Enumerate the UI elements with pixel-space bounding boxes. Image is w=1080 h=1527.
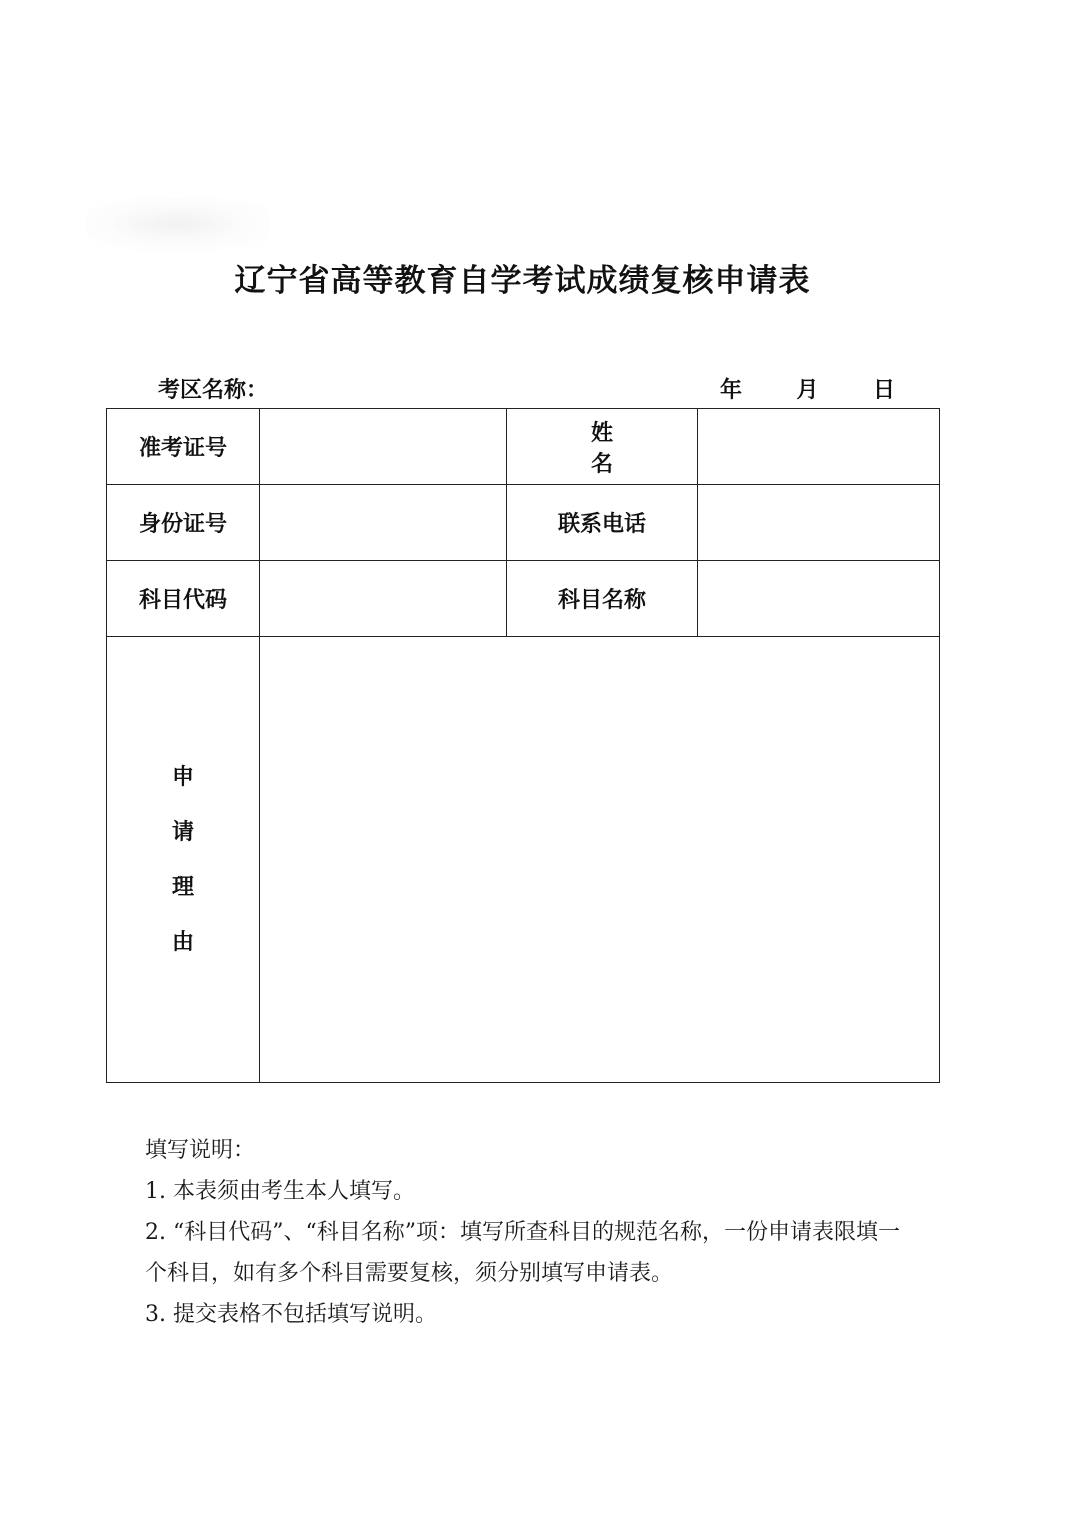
table-row (107, 561, 940, 637)
instructions-heading: 填写说明： (145, 1138, 256, 1163)
table-row (107, 637, 940, 1083)
date-year-label: 年 (720, 378, 743, 403)
exam-area-label: 考区名称： (158, 378, 269, 403)
admission-number-field[interactable] (260, 409, 507, 485)
reason-label (107, 765, 259, 955)
filling-instructions (145, 1130, 915, 1335)
reason-label-char: 请 (171, 819, 194, 845)
date-month-label: 月 (796, 378, 819, 403)
phone-label: 联系电话 (507, 485, 698, 561)
reason-label-char: 申 (171, 764, 194, 790)
subject-name-field[interactable] (698, 561, 940, 637)
subject-name-label: 科目名称 (507, 561, 698, 637)
name-label: 姓名 (590, 420, 663, 477)
subject-code-field[interactable] (260, 561, 507, 637)
subject-code-label: 科目代码 (107, 561, 260, 637)
table-row (107, 409, 940, 485)
reason-label-cell (107, 637, 260, 1083)
phone-field[interactable] (698, 485, 940, 561)
id-number-field[interactable] (260, 485, 507, 561)
form-title: 辽宁省高等教育自学考试成绩复核申请表 (234, 263, 811, 299)
reason-label-char: 由 (171, 929, 194, 955)
application-form-table (106, 408, 940, 1083)
instruction-item: 2. “科目代码”、“科目名称”项：填写所查科目的规范名称，一份申请表限填一个科目，如有多个科目需要复核，须分别填写申请表。 (145, 1220, 900, 1286)
id-number-label: 身份证号 (107, 485, 260, 561)
admission-number-label: 准考证号 (107, 409, 260, 485)
name-field[interactable] (698, 409, 940, 485)
reason-field[interactable] (260, 637, 940, 1083)
reason-label-char: 理 (171, 874, 194, 900)
name-label-cell (507, 409, 698, 485)
instruction-item: 3. 提交表格不包括填写说明。 (145, 1302, 437, 1327)
date-line (720, 373, 895, 404)
scan-smudge (85, 198, 270, 250)
instruction-item: 1. 本表须由考生本人填写。 (145, 1179, 415, 1204)
table-row (107, 485, 940, 561)
date-day-label: 日 (872, 378, 895, 403)
